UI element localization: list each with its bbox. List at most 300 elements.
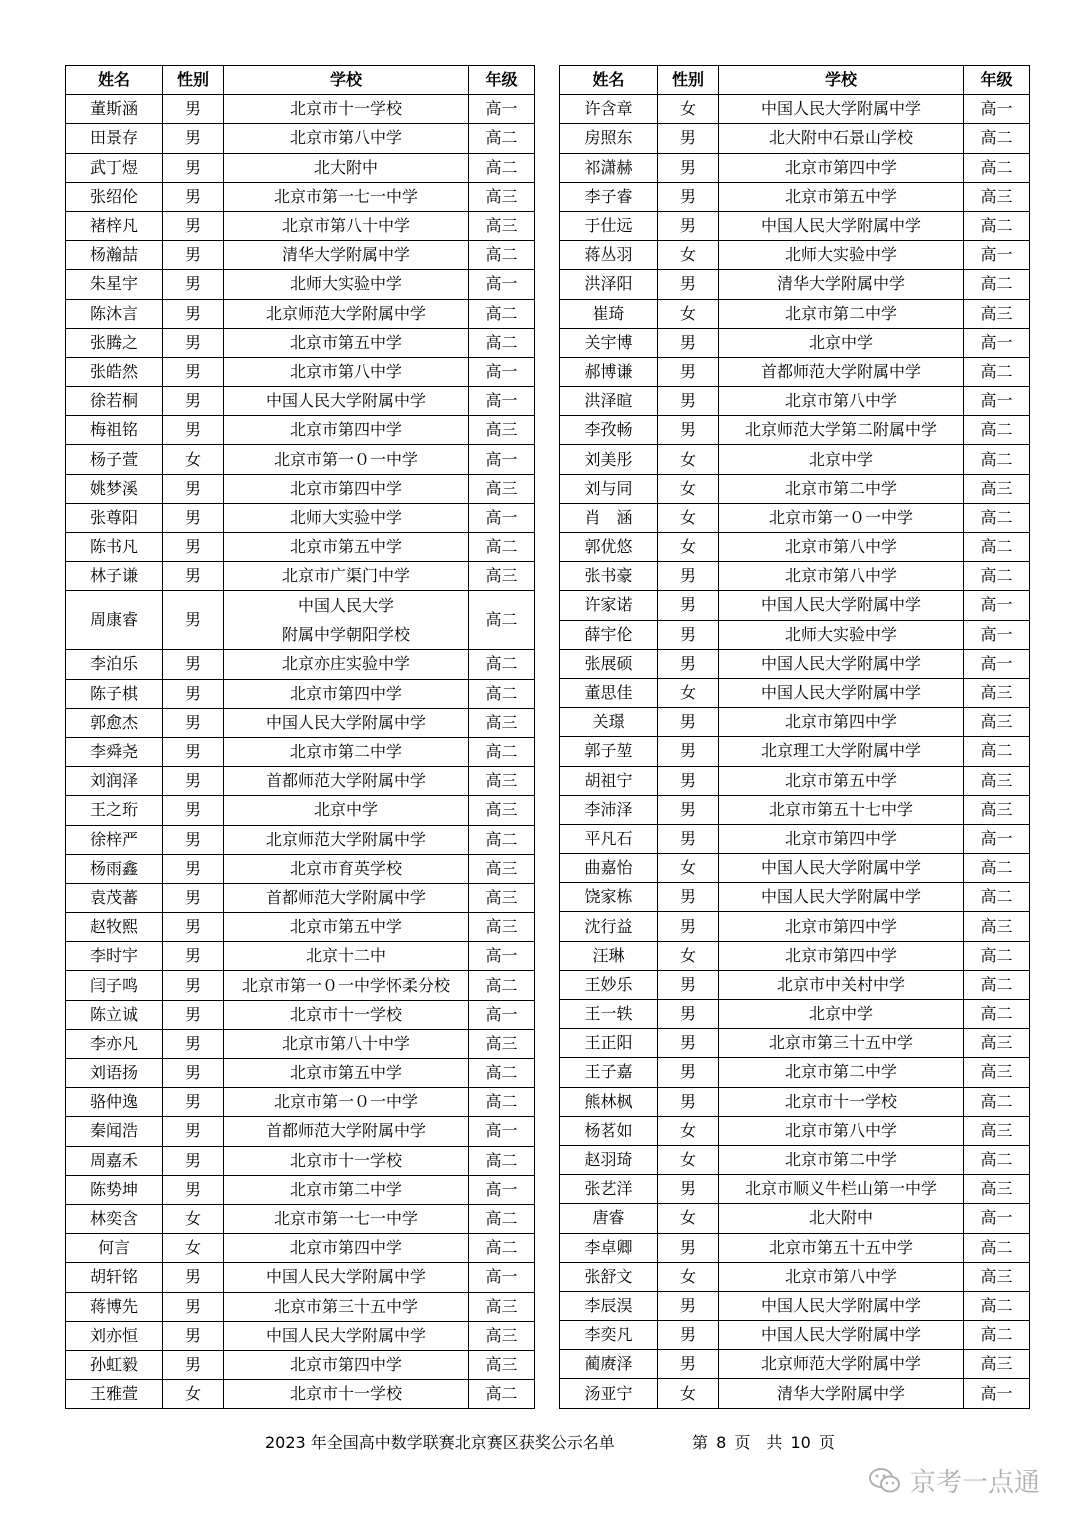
cell-gender: 女 <box>163 1380 224 1409</box>
cell-name: 沈行益 <box>560 912 658 941</box>
cell-grade: 高三 <box>469 883 535 912</box>
table-row <box>560 941 1030 970</box>
cell-school: 北京市第二中学 <box>719 474 964 503</box>
cell-gender: 男 <box>658 708 719 737</box>
table-row <box>560 970 1030 999</box>
table-row <box>66 299 535 328</box>
cell-school: 北师大实验中学 <box>224 270 469 299</box>
cell-gender: 男 <box>658 1058 719 1087</box>
cell-gender: 男 <box>658 153 719 182</box>
table-row <box>560 649 1030 678</box>
cell-name: 李沛泽 <box>560 795 658 824</box>
cell-grade: 高二 <box>469 1059 535 1088</box>
cell-grade: 高一 <box>964 824 1030 853</box>
table-row <box>560 1175 1030 1204</box>
table-row <box>560 824 1030 853</box>
cell-gender: 男 <box>163 591 224 650</box>
cell-grade: 高三 <box>469 708 535 737</box>
cell-name: 刘亦恒 <box>66 1321 163 1350</box>
cell-name: 胡轩铭 <box>66 1263 163 1292</box>
cell-name: 徐若桐 <box>66 387 163 416</box>
cell-name: 梅祖铭 <box>66 416 163 445</box>
cell-school: 北京市第四中学 <box>224 1350 469 1379</box>
cell-gender: 女 <box>658 1116 719 1145</box>
cell-name: 周康睿 <box>66 591 163 650</box>
cell-school: 北京市第一０一中学 <box>224 1088 469 1117</box>
cell-grade: 高三 <box>964 708 1030 737</box>
table-row <box>66 474 535 503</box>
cell-name: 骆仲逸 <box>66 1088 163 1117</box>
table-row <box>560 1233 1030 1262</box>
cell-school: 北京市第四中学 <box>224 416 469 445</box>
cell-gender: 男 <box>163 1263 224 1292</box>
cell-gender: 男 <box>163 913 224 942</box>
table-row <box>560 153 1030 182</box>
cell-school: 中国人民大学附属中学 <box>719 678 964 707</box>
cell-name: 房照东 <box>560 124 658 153</box>
cell-name: 郝博谦 <box>560 357 658 386</box>
cell-grade: 高三 <box>469 767 535 796</box>
cell-name: 王子嘉 <box>560 1058 658 1087</box>
cell-gender: 男 <box>163 679 224 708</box>
cell-school: 北京市第一０一中学 <box>719 503 964 532</box>
cell-gender: 男 <box>163 825 224 854</box>
table-row <box>66 942 535 971</box>
cell-name: 陈子棋 <box>66 679 163 708</box>
cell-gender: 男 <box>163 854 224 883</box>
cell-name: 关璟 <box>560 708 658 737</box>
cell-school: 北京市第五十五中学 <box>719 1233 964 1262</box>
cell-grade: 高一 <box>964 591 1030 620</box>
cell-school: 北京市第四中学 <box>719 153 964 182</box>
cell-grade: 高一 <box>964 387 1030 416</box>
table-row <box>560 1087 1030 1116</box>
table-row <box>560 912 1030 941</box>
cell-school: 中国人民大学附属中学 <box>719 649 964 678</box>
cell-school: 中国人民大学附属中学 <box>719 854 964 883</box>
cell-gender: 男 <box>163 1175 224 1204</box>
cell-grade: 高二 <box>964 562 1030 591</box>
cell-gender: 男 <box>163 503 224 532</box>
cell-name: 肖 涵 <box>560 503 658 532</box>
table-row <box>560 241 1030 270</box>
cell-gender: 男 <box>658 737 719 766</box>
cell-name: 胡祖宁 <box>560 766 658 795</box>
cell-grade: 高一 <box>469 1000 535 1029</box>
cell-grade: 高二 <box>469 591 535 650</box>
cell-school: 北师大实验中学 <box>719 620 964 649</box>
cell-name: 祁潇赫 <box>560 153 658 182</box>
roster-table-left <box>65 65 535 1409</box>
cell-school: 中国人民大学附属中学 <box>224 1321 469 1350</box>
table-row <box>560 1029 1030 1058</box>
table-row <box>66 650 535 679</box>
cell-grade: 高一 <box>469 942 535 971</box>
table-row <box>66 416 535 445</box>
cell-school: 北京市第一０一中学怀柔分校 <box>224 971 469 1000</box>
cell-school: 北京市第二中学 <box>719 1058 964 1087</box>
cell-school: 北京市第一七一中学 <box>224 1204 469 1233</box>
table-row <box>560 1000 1030 1029</box>
cell-gender: 男 <box>163 708 224 737</box>
cell-gender: 男 <box>163 328 224 357</box>
cell-grade: 高三 <box>964 1058 1030 1087</box>
cell-grade: 高一 <box>469 95 535 124</box>
table-row <box>560 854 1030 883</box>
table-row <box>66 533 535 562</box>
cell-gender: 男 <box>163 124 224 153</box>
table-row <box>560 1058 1030 1087</box>
cell-grade: 高一 <box>964 649 1030 678</box>
table-row <box>66 971 535 1000</box>
cell-name: 熊林枫 <box>560 1087 658 1116</box>
cell-grade: 高二 <box>964 883 1030 912</box>
cell-gender: 女 <box>658 503 719 532</box>
cell-grade: 高二 <box>469 650 535 679</box>
cell-school: 北京市第五中学 <box>224 913 469 942</box>
header-school: 学校 <box>719 66 964 95</box>
cell-school: 北京亦庄实验中学 <box>224 650 469 679</box>
footer-title: 2023 年全国高中数学联赛北京赛区获奖公示名单 <box>265 1433 615 1452</box>
cell-school: 北京市第二中学 <box>224 1175 469 1204</box>
table-row <box>560 182 1030 211</box>
cell-grade: 高三 <box>964 766 1030 795</box>
cell-name: 闫子鸣 <box>66 971 163 1000</box>
cell-name: 王雅萱 <box>66 1380 163 1409</box>
table-row <box>66 1292 535 1321</box>
cell-gender: 男 <box>163 971 224 1000</box>
cell-school: 北京中学 <box>719 1000 964 1029</box>
cell-grade: 高二 <box>964 737 1030 766</box>
table-row <box>66 211 535 240</box>
header-school: 学校 <box>224 66 469 95</box>
cell-school: 首都师范大学附属中学 <box>224 1117 469 1146</box>
cell-gender: 男 <box>163 942 224 971</box>
cell-grade: 高三 <box>964 1116 1030 1145</box>
cell-school: 北京理工大学附属中学 <box>719 737 964 766</box>
table-row <box>560 1321 1030 1350</box>
cell-grade: 高二 <box>964 1145 1030 1174</box>
cell-school: 中国人民大学附属中学 <box>719 211 964 240</box>
table-row <box>66 883 535 912</box>
cell-name: 李亦凡 <box>66 1029 163 1058</box>
cell-grade: 高二 <box>964 533 1030 562</box>
table-row <box>66 1175 535 1204</box>
cell-grade: 高三 <box>964 299 1030 328</box>
table-row <box>560 474 1030 503</box>
cell-name: 杨瀚喆 <box>66 241 163 270</box>
cell-gender: 男 <box>163 737 224 766</box>
cell-school: 北京市十一学校 <box>224 1000 469 1029</box>
cell-name: 洪泽阳 <box>560 270 658 299</box>
cell-grade: 高三 <box>469 1350 535 1379</box>
cell-name: 唐睿 <box>560 1204 658 1233</box>
table-row <box>66 913 535 942</box>
cell-gender: 男 <box>658 416 719 445</box>
cell-grade: 高二 <box>469 679 535 708</box>
cell-grade: 高二 <box>964 970 1030 999</box>
cell-school: 北京中学 <box>719 328 964 357</box>
cell-name: 蒋博先 <box>66 1292 163 1321</box>
cell-name: 李泊乐 <box>66 650 163 679</box>
table-row <box>66 591 535 650</box>
cell-name: 张展硕 <box>560 649 658 678</box>
cell-name: 蔺赓泽 <box>560 1350 658 1379</box>
cell-grade: 高三 <box>964 1350 1030 1379</box>
cell-name: 蒋丛羽 <box>560 241 658 270</box>
cell-grade: 高二 <box>469 299 535 328</box>
table-row <box>66 767 535 796</box>
cell-name: 赵羽琦 <box>560 1145 658 1174</box>
cell-school: 北京市顺义牛栏山第一中学 <box>719 1175 964 1204</box>
table-row <box>66 562 535 591</box>
cell-school: 北京师范大学附属中学 <box>719 1350 964 1379</box>
cell-school: 北京市第五中学 <box>719 766 964 795</box>
cell-gender: 男 <box>658 970 719 999</box>
table-row <box>66 1350 535 1379</box>
cell-gender: 男 <box>658 211 719 240</box>
cell-gender: 男 <box>163 1000 224 1029</box>
cell-grade: 高二 <box>469 124 535 153</box>
cell-school: 北京市第四中学 <box>719 824 964 853</box>
table-row <box>66 1263 535 1292</box>
cell-gender: 男 <box>658 357 719 386</box>
cell-name: 许家诺 <box>560 591 658 620</box>
cell-gender: 男 <box>658 766 719 795</box>
table-row <box>560 562 1030 591</box>
table-row <box>560 328 1030 357</box>
cell-name: 陈立诚 <box>66 1000 163 1029</box>
cell-gender: 男 <box>163 767 224 796</box>
table-row <box>66 1204 535 1233</box>
cell-grade: 高三 <box>469 1029 535 1058</box>
cell-grade: 高一 <box>469 270 535 299</box>
cell-school: 中国人民大学附属中学 <box>719 95 964 124</box>
cell-gender: 男 <box>163 474 224 503</box>
cell-gender: 女 <box>658 241 719 270</box>
cell-name: 李辰淏 <box>560 1291 658 1320</box>
cell-name: 平凡石 <box>560 824 658 853</box>
cell-grade: 高三 <box>469 562 535 591</box>
table-row <box>560 883 1030 912</box>
cell-name: 许含章 <box>560 95 658 124</box>
cell-name: 崔琦 <box>560 299 658 328</box>
cell-school: 中国人民大学附属中学 <box>719 1321 964 1350</box>
cell-grade: 高一 <box>964 1204 1030 1233</box>
cell-gender: 男 <box>163 270 224 299</box>
cell-gender: 男 <box>163 1350 224 1379</box>
cell-gender: 男 <box>658 270 719 299</box>
cell-gender: 女 <box>658 299 719 328</box>
cell-name: 刘美彤 <box>560 445 658 474</box>
cell-name: 李卓卿 <box>560 1233 658 1262</box>
cell-school: 首都师范大学附属中学 <box>224 883 469 912</box>
header-grade: 年级 <box>964 66 1030 95</box>
roster-table-right <box>559 65 1030 1409</box>
table-row <box>66 1000 535 1029</box>
cell-grade: 高二 <box>469 1088 535 1117</box>
table-row <box>66 1234 535 1263</box>
cell-gender: 男 <box>163 796 224 825</box>
cell-school: 清华大学附属中学 <box>719 1379 964 1408</box>
table-row <box>66 825 535 854</box>
cell-gender: 女 <box>163 1204 224 1233</box>
table-row <box>560 737 1030 766</box>
cell-school: 首都师范大学附属中学 <box>719 357 964 386</box>
cell-grade: 高二 <box>964 445 1030 474</box>
cell-school: 北京十二中 <box>224 942 469 971</box>
cell-grade: 高二 <box>964 211 1030 240</box>
cell-grade: 高一 <box>469 1175 535 1204</box>
cell-name: 王正阳 <box>560 1029 658 1058</box>
cell-school: 清华大学附属中学 <box>224 241 469 270</box>
table-row <box>66 737 535 766</box>
table-row <box>66 796 535 825</box>
cell-grade: 高一 <box>469 445 535 474</box>
cell-grade: 高一 <box>964 620 1030 649</box>
cell-name: 林奕含 <box>66 1204 163 1233</box>
cell-gender: 男 <box>163 1292 224 1321</box>
cell-grade: 高二 <box>964 1000 1030 1029</box>
cell-grade: 高一 <box>469 357 535 386</box>
cell-grade: 高三 <box>964 182 1030 211</box>
cell-grade: 高二 <box>469 241 535 270</box>
table-row <box>560 387 1030 416</box>
cell-gender: 男 <box>658 883 719 912</box>
cell-name: 秦闻浩 <box>66 1117 163 1146</box>
cell-name: 陈势坤 <box>66 1175 163 1204</box>
cell-name: 王一轶 <box>560 1000 658 1029</box>
cell-school: 中国人民大学附属中学 <box>224 1263 469 1292</box>
table-row <box>66 1380 535 1409</box>
cell-school: 北京市第四中学 <box>719 941 964 970</box>
cell-name: 张书豪 <box>560 562 658 591</box>
cell-grade: 高一 <box>964 328 1030 357</box>
cell-name: 李孜畅 <box>560 416 658 445</box>
cell-gender: 男 <box>163 1321 224 1350</box>
header-name: 姓名 <box>66 66 163 95</box>
cell-name: 徐梓严 <box>66 825 163 854</box>
cell-gender: 男 <box>658 1029 719 1058</box>
cell-gender: 男 <box>658 1087 719 1116</box>
cell-gender: 女 <box>163 445 224 474</box>
cell-gender: 男 <box>658 1321 719 1350</box>
cell-grade: 高二 <box>964 1321 1030 1350</box>
cell-grade: 高二 <box>964 1291 1030 1320</box>
cell-school: 北大附中石景山学校 <box>719 124 964 153</box>
cell-school: 北京师范大学第二附属中学 <box>719 416 964 445</box>
table-row <box>66 387 535 416</box>
table-row <box>560 95 1030 124</box>
cell-gender: 男 <box>163 153 224 182</box>
cell-gender: 男 <box>163 650 224 679</box>
cell-school: 北京市中关村中学 <box>719 970 964 999</box>
cell-grade: 高三 <box>964 474 1030 503</box>
cell-gender: 女 <box>658 533 719 562</box>
cell-name: 郭愈杰 <box>66 708 163 737</box>
cell-grade: 高三 <box>964 795 1030 824</box>
cell-school: 北京市第二中学 <box>719 299 964 328</box>
cell-school: 北京中学 <box>224 796 469 825</box>
cell-grade: 高二 <box>469 825 535 854</box>
table-row <box>66 503 535 532</box>
cell-grade: 高三 <box>469 211 535 240</box>
cell-school: 北京市第八十中学 <box>224 1029 469 1058</box>
cell-name: 林子谦 <box>66 562 163 591</box>
table-row <box>560 1116 1030 1145</box>
cell-name: 汤亚宁 <box>560 1379 658 1408</box>
cell-gender: 男 <box>163 1059 224 1088</box>
cell-gender: 女 <box>658 95 719 124</box>
table-row <box>66 241 535 270</box>
table-row <box>560 211 1030 240</box>
cell-school: 北京市第二中学 <box>719 1145 964 1174</box>
cell-grade: 高二 <box>964 270 1030 299</box>
table-row <box>560 591 1030 620</box>
table-row <box>66 1059 535 1088</box>
cell-school: 北京市第八十中学 <box>224 211 469 240</box>
cell-gender: 女 <box>658 678 719 707</box>
cell-school: 北京市第八中学 <box>719 533 964 562</box>
cell-grade: 高三 <box>469 796 535 825</box>
cell-grade: 高二 <box>469 1234 535 1263</box>
cell-grade: 高二 <box>469 328 535 357</box>
cell-gender: 男 <box>658 1350 719 1379</box>
cell-name: 李时宇 <box>66 942 163 971</box>
table-row <box>66 1146 535 1175</box>
cell-name: 王妙乐 <box>560 970 658 999</box>
table-row <box>66 679 535 708</box>
cell-school: 北京师范大学附属中学 <box>224 299 469 328</box>
table-row <box>66 124 535 153</box>
cell-name: 武丁煜 <box>66 153 163 182</box>
cell-grade: 高二 <box>469 1380 535 1409</box>
cell-gender: 男 <box>163 357 224 386</box>
table-row <box>560 445 1030 474</box>
cell-name: 汪琳 <box>560 941 658 970</box>
table-row <box>66 153 535 182</box>
cell-name: 张艺洋 <box>560 1175 658 1204</box>
cell-grade: 高二 <box>964 124 1030 153</box>
cell-gender: 男 <box>163 1146 224 1175</box>
cell-name: 陈书凡 <box>66 533 163 562</box>
cell-grade: 高二 <box>469 737 535 766</box>
cell-grade: 高二 <box>964 416 1030 445</box>
cell-gender: 男 <box>163 416 224 445</box>
cell-school: 北京市第二中学 <box>224 737 469 766</box>
cell-gender: 女 <box>658 854 719 883</box>
cell-grade: 高三 <box>964 1029 1030 1058</box>
cell-name: 周嘉禾 <box>66 1146 163 1175</box>
cell-name: 王之珩 <box>66 796 163 825</box>
cell-grade: 高二 <box>964 357 1030 386</box>
cell-school: 北京市广渠门中学 <box>224 562 469 591</box>
cell-school: 北京市第一七一中学 <box>224 182 469 211</box>
cell-grade: 高二 <box>469 1204 535 1233</box>
cell-name: 陈沐言 <box>66 299 163 328</box>
table-row <box>560 270 1030 299</box>
cell-school: 北京中学 <box>719 445 964 474</box>
cell-gender: 男 <box>658 562 719 591</box>
cell-name: 袁茂蕃 <box>66 883 163 912</box>
table-row <box>66 182 535 211</box>
cell-school: 北京市第一０一中学 <box>224 445 469 474</box>
cell-name: 朱星宇 <box>66 270 163 299</box>
cell-gender: 男 <box>658 182 719 211</box>
cell-school: 北京市第五中学 <box>719 182 964 211</box>
cell-name: 张皓然 <box>66 357 163 386</box>
table-row <box>560 533 1030 562</box>
